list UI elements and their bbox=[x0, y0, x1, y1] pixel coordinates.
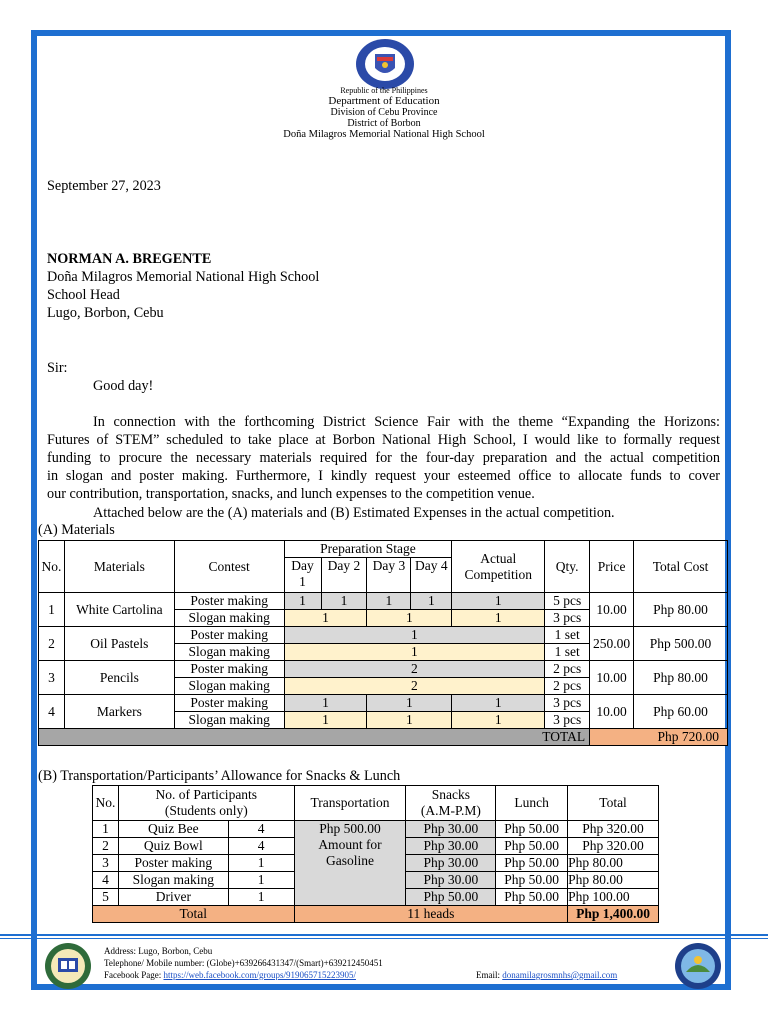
b-row5-total: Php 100.00 bbox=[568, 889, 659, 906]
row1b-day12: 1 bbox=[284, 610, 367, 627]
day1-line1: Day bbox=[291, 558, 314, 573]
b-header-lunch: Lunch bbox=[496, 786, 568, 821]
recipient-school: Doña Milagros Memorial National High School bbox=[47, 269, 320, 285]
table-b-caption: (B) Transportation/Participants’ Allowance for Snacks & Lunch bbox=[38, 768, 401, 784]
facebook-link[interactable]: https://web.facebook.com/groups/919065715223905/ bbox=[163, 970, 356, 980]
b-row5-count: 1 bbox=[228, 889, 294, 906]
b-row3-lunch: Php 50.00 bbox=[496, 855, 568, 872]
b-row1-lunch: Php 50.00 bbox=[496, 821, 568, 838]
email-link[interactable]: donamilagrosmnhs@gmail.com bbox=[502, 970, 618, 980]
row2-no: 2 bbox=[39, 627, 65, 661]
facebook-label: Facebook Page: bbox=[104, 970, 162, 980]
table-row bbox=[93, 821, 659, 838]
transport-line3: Gasoline bbox=[326, 853, 374, 868]
col-header-day3: Day 3 bbox=[367, 558, 411, 593]
b-row3-total: Php 80.00 bbox=[568, 855, 659, 872]
b-row2-count: 4 bbox=[228, 838, 294, 855]
b-row2-no: 2 bbox=[93, 838, 119, 855]
district-line: District of Borbon bbox=[347, 118, 421, 129]
row3a-value: 2 bbox=[284, 661, 545, 678]
row2-total: Php 500.00 bbox=[634, 627, 728, 661]
row3-total: Php 80.00 bbox=[634, 661, 728, 695]
row3-no: 3 bbox=[39, 661, 65, 695]
b-row3-name: Poster making bbox=[118, 855, 228, 872]
recipient-name: NORMAN A. BREGENTE bbox=[47, 251, 212, 267]
row2b-qty: 1 set bbox=[545, 644, 590, 661]
snacks-line2: (A.M-P.M) bbox=[420, 803, 481, 818]
actual-line2: Competition bbox=[464, 566, 532, 582]
recipient-address: Lugo, Borbon, Cebu bbox=[47, 305, 164, 321]
row3a-contest: Poster making bbox=[174, 661, 284, 678]
footer-divider-thin bbox=[0, 938, 768, 939]
row4b-qty: 3 pcs bbox=[545, 712, 590, 729]
participants-line2: (Students only) bbox=[164, 803, 248, 818]
row1-total: Php 80.00 bbox=[634, 593, 728, 627]
row3b-value: 2 bbox=[284, 678, 545, 695]
transport-line1: Php 500.00 bbox=[319, 821, 381, 836]
body-paragraph-line3: funding to procure the necessary materials required for the four-day preparation and the actual competition bbox=[47, 450, 720, 466]
row4-total: Php 60.00 bbox=[634, 695, 728, 729]
b-row2-total: Php 320.00 bbox=[568, 838, 659, 855]
row3b-contest: Slogan making bbox=[174, 678, 284, 695]
row2-material: Oil Pastels bbox=[64, 627, 174, 661]
row3a-qty: 2 pcs bbox=[545, 661, 590, 678]
b-row2-lunch: Php 50.00 bbox=[496, 838, 568, 855]
b-total-label: Total bbox=[93, 906, 295, 923]
col-header-day2: Day 2 bbox=[321, 558, 367, 593]
school-logo bbox=[44, 942, 92, 990]
b-header-no: No. bbox=[93, 786, 119, 821]
snacks-line1: Snacks bbox=[431, 787, 470, 802]
school-line: Doña Milagros Memorial National High School bbox=[283, 129, 485, 140]
email-label: Email: bbox=[476, 970, 500, 980]
b-row4-total: Php 80.00 bbox=[568, 872, 659, 889]
b-row1-count: 4 bbox=[228, 821, 294, 838]
row1a-day3: 1 bbox=[367, 593, 411, 610]
deped-seal-logo bbox=[355, 38, 415, 90]
row4b-actual: 1 bbox=[452, 712, 545, 729]
transport-line2: Amount for bbox=[318, 837, 382, 852]
footer-telephone: Telephone/ Mobile number: (Globe)+639266431347/(Smart)+639212450451 bbox=[104, 958, 383, 968]
total-label: TOTAL bbox=[39, 729, 590, 746]
row2b-value: 1 bbox=[284, 644, 545, 661]
b-row2-name: Quiz Bowl bbox=[118, 838, 228, 855]
row4b-contest: Slogan making bbox=[174, 712, 284, 729]
row1a-day4: 1 bbox=[411, 593, 452, 610]
row1a-day2: 1 bbox=[321, 593, 367, 610]
row2-price: 250.00 bbox=[590, 627, 634, 661]
row2a-qty: 1 set bbox=[545, 627, 590, 644]
body-paragraph-line5: our contribution, transportation, snacks, and lunch expenses to the competition venue. bbox=[47, 486, 535, 502]
b-row1-name: Quiz Bee bbox=[118, 821, 228, 838]
row4a-day34: 1 bbox=[367, 695, 452, 712]
b-header-transportation: Transportation bbox=[294, 786, 406, 821]
body-paragraph-line2: Futures of STEM” scheduled to take place at Borbon National High School, I would like to formally request bbox=[47, 432, 720, 448]
department-line: Department of Education bbox=[328, 95, 440, 107]
row1a-qty: 5 pcs bbox=[545, 593, 590, 610]
transportation-cell bbox=[294, 821, 406, 906]
row4a-contest: Poster making bbox=[174, 695, 284, 712]
row4-price: 10.00 bbox=[590, 695, 634, 729]
b-row1-no: 1 bbox=[93, 821, 119, 838]
allowance-table bbox=[92, 785, 659, 923]
row4b-day12: 1 bbox=[284, 712, 367, 729]
row1-no: 1 bbox=[39, 593, 65, 627]
col-header-total-cost: Total Cost bbox=[634, 541, 728, 593]
b-row5-lunch: Php 50.00 bbox=[496, 889, 568, 906]
row1-price: 10.00 bbox=[590, 593, 634, 627]
row1b-contest: Slogan making bbox=[174, 610, 284, 627]
b-row4-lunch: Php 50.00 bbox=[496, 872, 568, 889]
row1a-day1: 1 bbox=[284, 593, 321, 610]
col-header-materials: Materials bbox=[64, 541, 174, 593]
col-header-qty: Qty. bbox=[545, 541, 590, 593]
b-row5-snacks: Php 50.00 bbox=[406, 889, 496, 906]
salutation: Sir: bbox=[47, 360, 68, 376]
b-row4-no: 4 bbox=[93, 872, 119, 889]
row3-material: Pencils bbox=[64, 661, 174, 695]
b-row3-count: 1 bbox=[228, 855, 294, 872]
day1-line2: 1 bbox=[299, 574, 306, 589]
row1a-actual: 1 bbox=[452, 593, 545, 610]
body-paragraph-line4: in slogan and poster making. Furthermore, I kindly request your esteemed office to allocate funds to cover bbox=[47, 468, 720, 484]
total-value: Php 720.00 bbox=[590, 729, 728, 746]
row1b-qty: 3 pcs bbox=[545, 610, 590, 627]
col-header-day4: Day 4 bbox=[411, 558, 452, 593]
col-header-no: No. bbox=[39, 541, 65, 593]
division-line: Division of Cebu Province bbox=[330, 107, 438, 118]
row3-price: 10.00 bbox=[590, 661, 634, 695]
letter-date: September 27, 2023 bbox=[47, 178, 161, 194]
b-row1-snacks: Php 30.00 bbox=[406, 821, 496, 838]
footer-email bbox=[476, 970, 617, 981]
row4-no: 4 bbox=[39, 695, 65, 729]
row4a-actual: 1 bbox=[452, 695, 545, 712]
footer-facebook bbox=[104, 970, 356, 981]
col-header-day1 bbox=[284, 558, 321, 593]
row1b-day34: 1 bbox=[367, 610, 452, 627]
row3b-qty: 2 pcs bbox=[545, 678, 590, 695]
col-header-preparation: Preparation Stage bbox=[284, 541, 452, 558]
b-row5-no: 5 bbox=[93, 889, 119, 906]
materials-table bbox=[38, 540, 728, 746]
footer-divider bbox=[0, 934, 768, 936]
row1-material: White Cartolina bbox=[64, 593, 174, 627]
row2b-contest: Slogan making bbox=[174, 644, 284, 661]
row4a-day12: 1 bbox=[284, 695, 367, 712]
recipient-title: School Head bbox=[47, 287, 120, 303]
b-header-snacks bbox=[406, 786, 496, 821]
b-header-participants bbox=[118, 786, 294, 821]
row1b-actual: 1 bbox=[452, 610, 545, 627]
attached-paragraph: Attached below are the (A) materials and (B) Estimated Expenses in the actual competition. bbox=[93, 505, 615, 521]
body-paragraph-line1: In connection with the forthcoming District Science Fair with the theme “Expanding the Horizons: bbox=[93, 414, 720, 430]
b-total-heads: 11 heads bbox=[294, 906, 568, 923]
b-row3-snacks: Php 30.00 bbox=[406, 855, 496, 872]
row2a-value: 1 bbox=[284, 627, 545, 644]
col-header-contest: Contest bbox=[174, 541, 284, 593]
b-row1-total: Php 320.00 bbox=[568, 821, 659, 838]
b-total-value: Php 1,400.00 bbox=[568, 906, 659, 923]
row4-material: Markers bbox=[64, 695, 174, 729]
col-header-actual bbox=[452, 541, 545, 593]
district-seal-logo bbox=[674, 942, 722, 990]
b-row3-no: 3 bbox=[93, 855, 119, 872]
b-row4-snacks: Php 30.00 bbox=[406, 872, 496, 889]
row4a-qty: 3 pcs bbox=[545, 695, 590, 712]
greeting: Good day! bbox=[93, 378, 154, 394]
row2a-contest: Poster making bbox=[174, 627, 284, 644]
table-a-caption: (A) Materials bbox=[38, 522, 115, 538]
b-row5-name: Driver bbox=[118, 889, 228, 906]
participants-line1: No. of Participants bbox=[155, 787, 258, 802]
b-row4-count: 1 bbox=[228, 872, 294, 889]
row1a-contest: Poster making bbox=[174, 593, 284, 610]
republic-line: Republic of the Philippines bbox=[340, 86, 428, 95]
b-row4-name: Slogan making bbox=[118, 872, 228, 889]
actual-line1: Actual bbox=[480, 550, 517, 566]
footer-address: Address: Lugo, Borbon, Cebu bbox=[104, 946, 213, 956]
row4b-day34: 1 bbox=[367, 712, 452, 729]
col-header-price: Price bbox=[590, 541, 634, 593]
b-row2-snacks: Php 30.00 bbox=[406, 838, 496, 855]
b-header-total: Total bbox=[568, 786, 659, 821]
